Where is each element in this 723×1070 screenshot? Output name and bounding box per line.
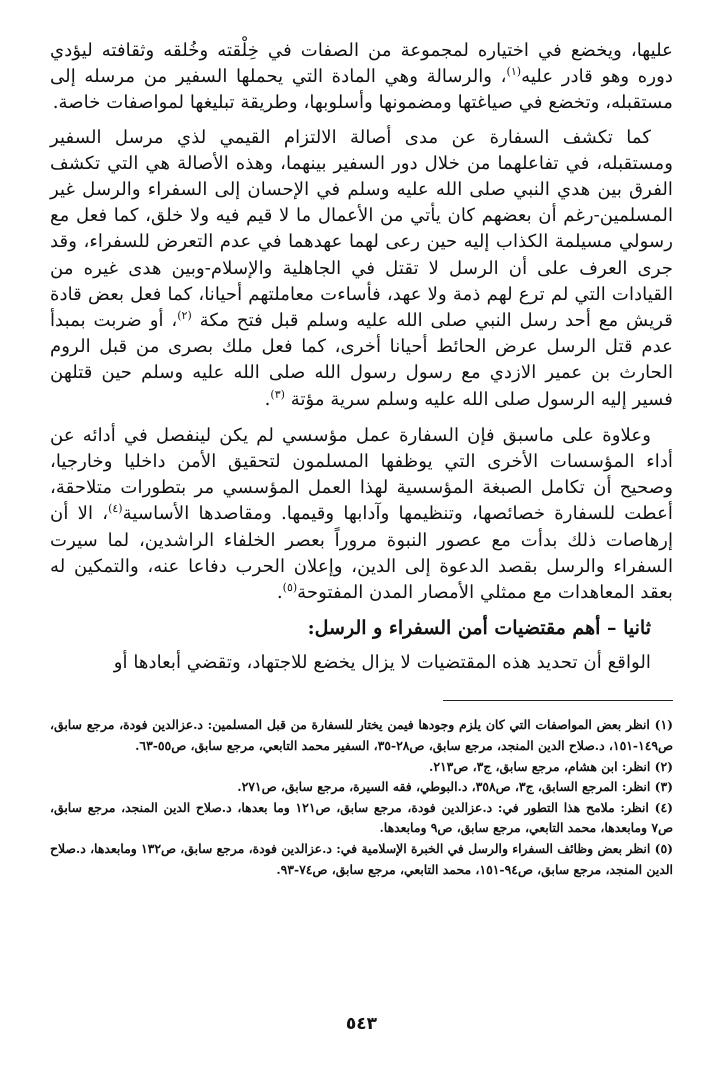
footnote-separator — [443, 700, 673, 701]
footnote-ref-4[interactable]: (٤) — [108, 502, 123, 516]
paragraph-text: عليها، ويخضع في اختياره لمجموعة من الصفات في خِلْقته وخُلقه وثقافته ليؤدي دوره وهو قادر عليه — [50, 40, 673, 88]
footnote-ref-5[interactable]: (٥) — [282, 581, 298, 594]
section-heading: ثانيا – أهم مقتضيات أمن السفراء و الرسل: — [307, 617, 651, 640]
footnote-ref-3[interactable]: (٣) — [270, 387, 285, 401]
paragraph-text: وعلاوة على ماسبق فإن السفارة عمل مؤسسي لم يكن لينفصل في أدائه عن أداء المؤسسات الأخرى التي يوظفها المسلمون لتحقيق الأمن داخليا وخارجيا، وصحيح أن تكامل الصبغة المؤسسية لهذا العمل المؤسسي مر بتطورات متلاحقة، أعطت للسفارة خصائصها، وتنظيمها وآدابها وقيمها. ومقاصدها الأساسية — [50, 424, 673, 525]
body-paragraph-4: الواقع أن تحديد هذه المقتضيات لا يزال يخضع للاجتهاد، وتقضي أبعادها أو — [113, 652, 651, 674]
body-paragraph-1 — [50, 38, 673, 117]
footnote-1: (١) انظر بعض المواصفات التي كان يلزم وجودها فيمن يختار للسفارة من قبل المسلمين: د.عزالدين فودة، مرجع سابق، ص١٤٩-١٥١، د.صلاح الدين المنجد، مرجع سابق، ص٢٨-٣٥، السفير محمد التابعي، مرجع سابق، ص٥٥-٦٣. — [50, 717, 673, 754]
paragraph-text: ، الا أن إرهاصات ذلك بدأت مع عصور النبوة مروراً بعصر الخلفاء الراشدين، لما سيرت السفراء والرسل بقصد الدعوة إلى الدين، وإعلان الحرب دفاعا عنه، والتمكين له بعقد المعاهدات مع ممثلي الأمصار المدن المفتوحة — [50, 503, 673, 604]
footnotes — [50, 715, 673, 880]
footnote-ref-2[interactable]: (٢) — [177, 308, 192, 322]
paragraph-text: ، أو ضربت بمبدأ عدم قتل الرسل عرض الحائط أحيانا أخرى، كما فعل ملك بصرى من قبل الروم الحارث بن عمير الازدي مع رسول رسول الله صلى الله عليه وسلم حين قتلهن فسير إليه الرسول صلى الله عليه وسلم سرية مؤتة — [50, 310, 673, 410]
paragraph-end: . — [276, 582, 283, 604]
page-number: ٥٤٣ — [345, 1014, 378, 1034]
body-paragraph-2 — [50, 125, 673, 413]
body-paragraph-3 — [50, 423, 673, 606]
paragraph-end: . — [264, 388, 271, 410]
paragraph-text: ، والرسالة وهي المادة التي يحملها السفير من مرسله إلى مستقبله، وتخضع في صياغتها ومضمونها وأسلوبها، وطريقة تبليغها لمواصفات خاصة. — [50, 66, 673, 114]
footnote-4: (٤) انظر: ملامح هذا التطور في: د.عزالدين فودة، مرجع سابق، ص١٢١ وما بعدها، د.صلاح الدين المنجد، مرجع سابق، ص٧ ومابعدها، محمد التابعي، مرجع سابق، ص٩ ومابعدها. — [50, 799, 673, 836]
footnote-5: (٥) انظر بعض وظائف السفراء والرسل في الخبرة الإسلامية في: د.عزالدين فودة، مرجع سابق، ص١٣٢ ومابعدها، د.صلاح الدين المنجد، مرجع سابق، ص٩٤-١٥١، محمد التابعي، مرجع سابق، ص٧٤-٩٣. — [50, 841, 673, 877]
footnote-2: (٢) انظر: ابن هشام، مرجع سابق، ج٣، ص٢١٣. — [428, 758, 673, 774]
footnote-3: (٣) انظر: المرجع السابق، ج٣، ص٣٥٨، د.البوطي، فقه السيرة، مرجع سابق، ص٢٧١. — [237, 779, 673, 795]
footnote-ref-1[interactable]: (١) — [506, 65, 522, 79]
page-content — [50, 38, 673, 880]
paragraph-text: كما تكشف السفارة عن مدى أصالة الالتزام القيمي لذي مرسل السفير ومستقبله، في تفاعلهما من خلال دور السفير بينهما، وهذه الأصالة هي التي تكشف الفرق بين هدي النبي صلى الله عليه وسلم في الإحسان إلى السفراء والرسل غير المسلمين-رغم أن بعضهم كان يأتي من الأعمال ما لا قيم فيه ولا خلق، كما فعل مع رسولي مسيلمة الكذاب إليه حين رعى لهما عهدهما في عدم التعرض للسفراء، وقد جرى العرف على أن الرسل لا تقتل في الجاهلية والإسلام-وبين هدى غيره من القيادات التي لم ترع لهم ذمة ولا عهد، فأساءت معاملتهم أحيانا، كما فعل بعض قادة قريش مع أحد رسل النبي صلى الله عليه وسلم قبل فتح مكة — [50, 126, 673, 332]
